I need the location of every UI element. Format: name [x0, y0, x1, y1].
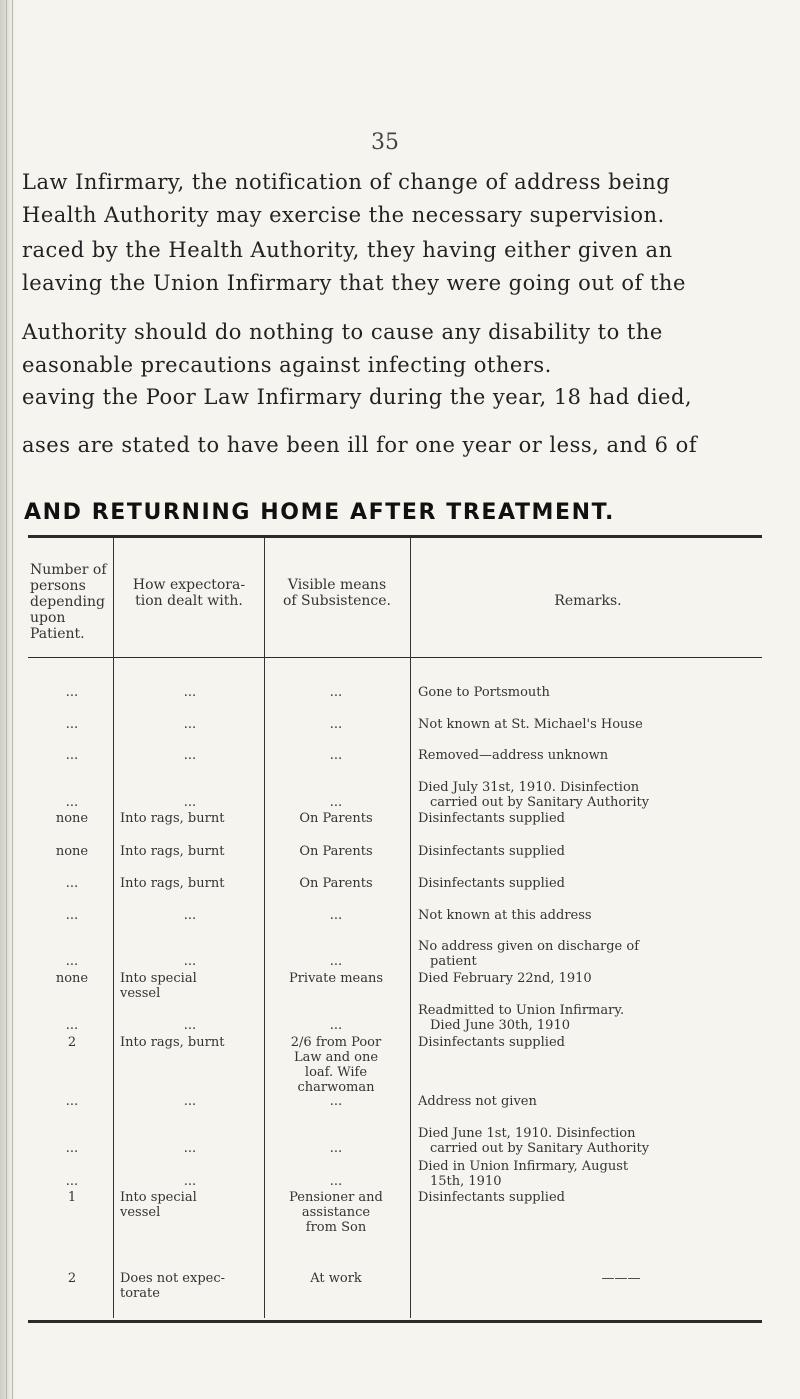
remark-line: Disinfectants supplied	[418, 1035, 565, 1050]
expectoration-cell: ...	[183, 685, 197, 700]
remark-line: Died June 30th, 1910	[430, 1018, 570, 1033]
subsistence-cell: ...	[329, 1018, 343, 1033]
expectoration-cell: Into rags, burnt	[120, 876, 225, 891]
remark-line: No address given on discharge of	[418, 939, 640, 954]
dependents-cell: ...	[65, 795, 79, 810]
expectoration-cell: ...	[183, 908, 197, 923]
remark-line: Died in Union Infirmary, August	[418, 1159, 629, 1174]
remarks-cell	[418, 939, 764, 969]
subsistence-cell: ...	[329, 717, 343, 732]
binding-gutter	[0, 0, 16, 1399]
remarks-cell	[418, 1271, 764, 1286]
expectoration-cell: ...	[183, 954, 197, 969]
remark-line: Died February 22nd, 1910	[418, 971, 592, 986]
dependents-cell: none	[55, 844, 89, 859]
remark-line: Not known at St. Michael's House	[418, 717, 643, 732]
dependents-cell: ...	[65, 717, 79, 732]
body-text-line: Authority should do nothing to cause any disability to the	[22, 320, 663, 344]
dependents-cell: ...	[65, 876, 79, 891]
body-text-line: easonable precautions against infecting others.	[22, 353, 552, 377]
expectoration-cell: Does not expec- torate	[120, 1271, 226, 1301]
expectoration-cell: ...	[183, 1018, 197, 1033]
remarks-cell	[418, 1190, 764, 1205]
header-expectoration: How expectora- tion dealt with.	[132, 577, 246, 609]
column-divider	[264, 538, 265, 1318]
gutter-line	[12, 0, 13, 1399]
remark-line: Died June 1st, 1910. Disinfection	[418, 1126, 636, 1141]
column-divider	[410, 538, 411, 1318]
table-header-rule	[28, 657, 762, 658]
remark-line: Died July 31st, 1910. Disinfection	[418, 780, 640, 795]
remark-line: Gone to Portsmouth	[418, 685, 550, 700]
remarks-cell	[418, 1094, 764, 1109]
expectoration-cell: ...	[183, 748, 197, 763]
dependents-cell: 2	[67, 1035, 77, 1050]
expectoration-cell: Into rags, burnt	[120, 1035, 225, 1050]
dependents-cell: none	[55, 811, 89, 826]
expectoration-cell: Into special vessel	[120, 971, 197, 1001]
remarks-cell	[418, 748, 764, 763]
subsistence-cell: ...	[329, 1094, 343, 1109]
subsistence-cell: ...	[329, 748, 343, 763]
body-text-line: raced by the Health Authority, they having either given an	[22, 238, 673, 262]
subsistence-cell: ...	[329, 1174, 343, 1189]
dependents-cell: none	[55, 971, 89, 986]
expectoration-cell: ...	[183, 1174, 197, 1189]
dependents-cell: ...	[65, 1018, 79, 1033]
table-bottom-rule	[28, 1320, 762, 1323]
subsistence-cell: On Parents	[299, 811, 373, 826]
dependents-cell: ...	[65, 685, 79, 700]
remark-line: carried out by Sanitary Authority	[430, 1141, 650, 1156]
dependents-cell: ...	[65, 748, 79, 763]
remarks-cell	[418, 1159, 764, 1189]
remark-line: Not known at this address	[418, 908, 592, 923]
subsistence-cell: ...	[329, 954, 343, 969]
body-text-line: Law Infirmary, the notification of change of address being	[22, 170, 671, 194]
remark-line: Removed—address unknown	[418, 748, 609, 763]
remarks-cell	[418, 971, 764, 986]
subsistence-cell: ...	[329, 685, 343, 700]
column-divider	[113, 538, 114, 1318]
remark-line: Readmitted to Union Infirmary.	[418, 1003, 625, 1018]
table-top-rule	[28, 535, 762, 538]
remarks-cell	[418, 780, 764, 810]
page-number: 35	[371, 130, 399, 155]
body-text-line: ases are stated to have been ill for one year or less, and 6 of	[22, 433, 698, 457]
body-text-line: eaving the Poor Law Infirmary during the year, 18 had died,	[22, 385, 693, 409]
remark-line: patient	[430, 954, 477, 969]
expectoration-cell: ...	[183, 1141, 197, 1156]
subsistence-cell: At work	[310, 1271, 362, 1286]
remarks-cell	[418, 844, 764, 859]
dependents-cell: ...	[65, 1094, 79, 1109]
header-subsistence: Visible means of Subsistence.	[283, 577, 391, 609]
dependents-cell: 1	[67, 1190, 77, 1205]
dependents-cell: ...	[65, 1174, 79, 1189]
remarks-cell	[418, 1126, 764, 1156]
expectoration-cell: Into special vessel	[120, 1190, 197, 1220]
subsistence-cell: On Parents	[299, 844, 373, 859]
remark-line: carried out by Sanitary Authority	[430, 795, 650, 810]
dependents-cell: ...	[65, 1141, 79, 1156]
remark-line: Disinfectants supplied	[418, 1190, 565, 1205]
expectoration-cell: ...	[183, 1094, 197, 1109]
remark-line: Disinfectants supplied	[418, 844, 565, 859]
body-text-line: Health Authority may exercise the necessary supervision.	[22, 203, 665, 227]
body-text-line: leaving the Union Infirmary that they were going out of the	[22, 271, 686, 295]
remarks-cell	[418, 1003, 764, 1033]
remark-line: ———	[601, 1271, 641, 1286]
remarks-cell	[418, 811, 764, 826]
remark-line: Address not given	[418, 1094, 537, 1109]
expectoration-cell: ...	[183, 795, 197, 810]
subsistence-cell: ...	[329, 908, 343, 923]
expectoration-cell: Into rags, burnt	[120, 811, 225, 826]
header-remarks: Remarks.	[554, 593, 622, 609]
subsistence-cell: ...	[329, 1141, 343, 1156]
remarks-cell	[418, 876, 764, 891]
remark-line: Disinfectants supplied	[418, 876, 565, 891]
dependents-cell: 2	[67, 1271, 77, 1286]
dependents-cell: ...	[65, 954, 79, 969]
remarks-cell	[418, 908, 764, 923]
remarks-cell	[418, 1035, 764, 1050]
section-heading: AND RETURNING HOME AFTER TREATMENT.	[24, 500, 615, 525]
header-dependents: Number of persons depending upon Patient.	[30, 562, 107, 642]
dependents-cell: ...	[65, 908, 79, 923]
remarks-cell	[418, 717, 764, 732]
remark-line: Disinfectants supplied	[418, 811, 565, 826]
gutter-line	[6, 0, 7, 1399]
subsistence-cell: ...	[329, 795, 343, 810]
remark-line: 15th, 1910	[430, 1174, 502, 1189]
remarks-cell	[418, 685, 764, 700]
subsistence-cell: Private means	[288, 971, 384, 986]
subsistence-cell: Pensioner and assistance from Son	[289, 1190, 383, 1235]
subsistence-cell: On Parents	[299, 876, 373, 891]
expectoration-cell: ...	[183, 717, 197, 732]
subsistence-cell: 2/6 from Poor Law and one loaf. Wife charwoman	[290, 1035, 382, 1095]
expectoration-cell: Into rags, burnt	[120, 844, 225, 859]
